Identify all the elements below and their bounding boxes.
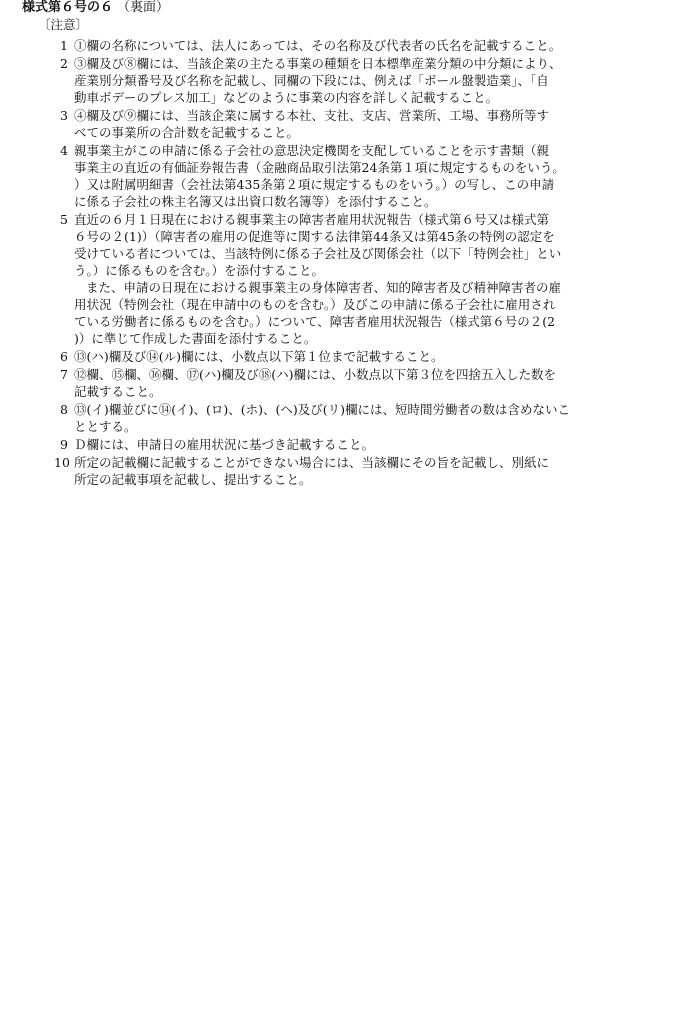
note-line: 動車ボデーのプレス加工」などのように事業の内容を詳しく記載すること。 [74, 90, 499, 105]
note-item [54, 454, 674, 488]
note-line: ６号の２(1)）（障害者の雇用の促進等に関する法律第44条又は第45条の特例の認定を [74, 229, 555, 244]
note-item [54, 436, 674, 453]
note-item [54, 107, 674, 141]
note-number: 2 [60, 56, 68, 71]
form-name: 様式第６号の６ [22, 0, 114, 15]
note-line: )）に準じて作成した書面を添付すること。 [74, 331, 317, 346]
note-line: 所定の記載事項を記載し、提出すること。 [74, 472, 312, 487]
note-number: 7 [60, 367, 68, 382]
note-line: 直近の６月１日現在における親事業主の障害者雇用状況報告（様式第６号又は様式第 [74, 212, 550, 227]
note-number: 3 [60, 108, 68, 123]
note-line: 記載すること。 [74, 384, 162, 399]
note-line: に係る子会社の株主名簿又は出資口数名簿等）を添付すること。 [74, 194, 437, 209]
note-number: 1 [60, 38, 68, 53]
note-number: 10 [54, 455, 70, 470]
note-line: ている労働者に係るものを含む。）について、障害者雇用状況報告（様式第６号の２(2 [74, 314, 556, 329]
note-line: 親事業主がこの申請に係る子会社の意思決定機関を支配していることを示す書類（親 [74, 143, 550, 158]
notes-list [54, 37, 674, 489]
note-number: 6 [60, 349, 68, 364]
note-line: ⑬(ハ)欄及び⑭(ル)欄には、小数点以下第１位まで記載すること。 [74, 349, 444, 364]
note-item [54, 37, 674, 54]
note-line: 受けている者については、当該特例に係る子会社及び関係会社（以下「特例会社」とい [74, 246, 562, 261]
note-line: また、申請の日現在における親事業主の身体障害者、知的障害者及び精神障害者の雇 [86, 280, 562, 295]
notes-heading: 〔注意〕 [38, 17, 89, 32]
note-line: 産業別分類番号及び名称を記載し、同欄の下段には、例えば「ボール盤製造業」、「自 [74, 73, 549, 88]
note-item [54, 366, 674, 400]
note-item [54, 55, 674, 106]
note-line: Ｄ欄には、申請日の雇用状況に基づき記載すること。 [74, 437, 375, 452]
note-item [54, 401, 674, 435]
note-line: ととする。 [74, 419, 137, 434]
note-number: 5 [60, 212, 68, 227]
note-line: ⑫欄、⑮欄、⑯欄、⑰(ハ)欄及び⑱(ハ)欄には、小数点以下第３位を四捨五入した数を [74, 367, 557, 382]
note-line: う。）に係るものを含む。）を添付すること。 [74, 263, 325, 278]
note-line: べての事業所の合計数を記載すること。 [74, 125, 300, 140]
note-line: ⑬(イ)欄並びに⑭(イ)、(ロ)、(ホ)、(ヘ)及び(リ)欄には、短時間労働者の数は含めないこ [74, 402, 571, 417]
note-line: 用状況（特例会社（現在申請中のものを含む。）及びこの申請に係る子会社に雇用され [74, 297, 556, 312]
note-number: 9 [60, 437, 68, 452]
note-number: 4 [60, 143, 68, 158]
note-line: ④欄及び⑨欄には、当該企業に属する本社、支社、支店、営業所、工場、事務所等す [74, 108, 550, 123]
form-side-label: （裏面） [117, 0, 170, 15]
note-item [54, 348, 674, 365]
note-line: ）又は附属明細書（会社法第435条第２項に規定するものをいう。）の写し、この申請 [74, 177, 555, 192]
note-line: 所定の記載欄に記載することができない場合には、当該欄にその旨を記載し、別紙に [74, 455, 550, 470]
note-number: 8 [60, 402, 68, 417]
note-line: 事業主の直近の有価証券報告書（金融商品取引法第24条第１項に規定するものをいう。 [74, 160, 565, 175]
note-item [54, 142, 674, 210]
note-line: ①欄の名称については、法人にあっては、その名称及び代表者の氏名を記載すること。 [74, 38, 562, 53]
note-line: ③欄及び⑧欄には、当該企業の主たる事業の種類を日本標準産業分類の中分類により、 [74, 56, 562, 71]
form-title [22, 0, 169, 16]
note-item [54, 211, 674, 347]
